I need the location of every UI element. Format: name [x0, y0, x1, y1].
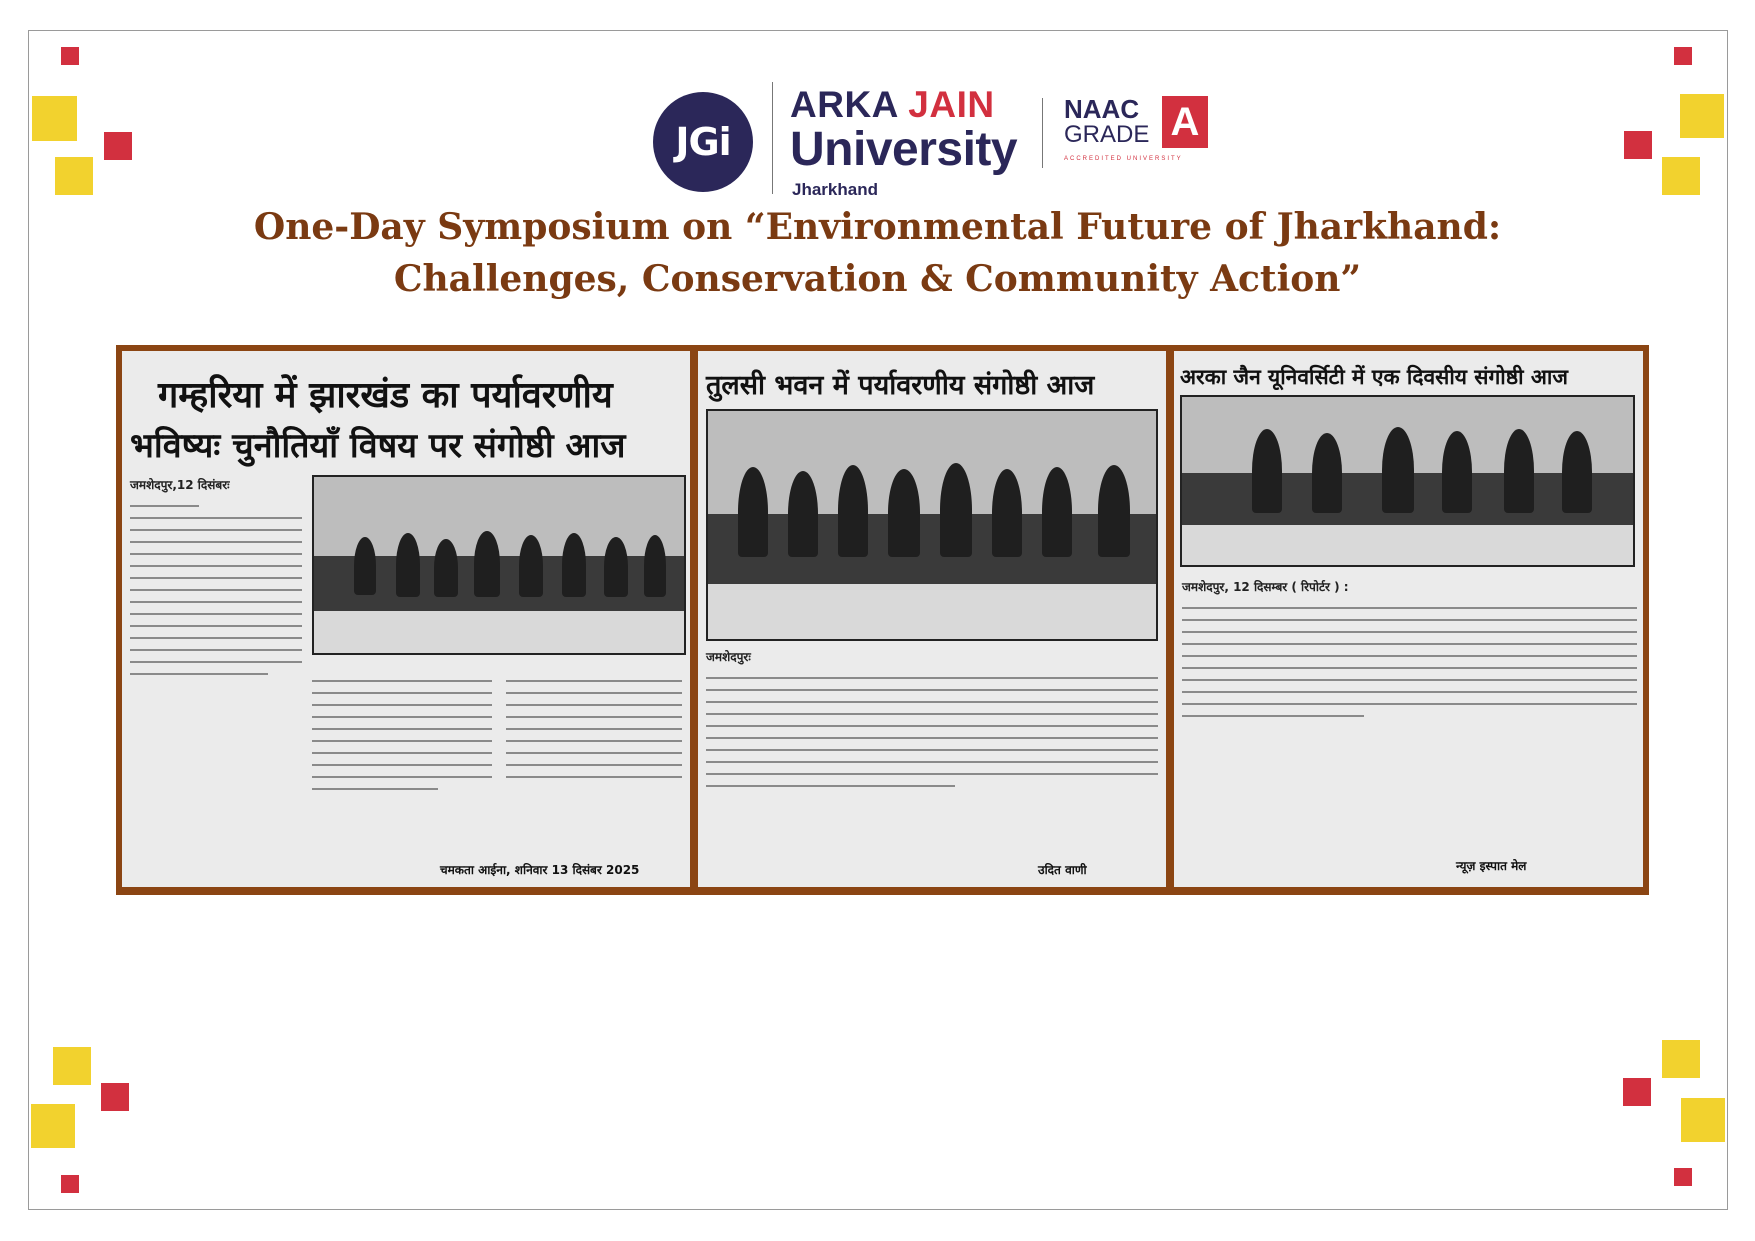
- newspaper-clipping-1: [122, 351, 690, 887]
- decor-square-red: [1623, 1078, 1651, 1106]
- university-name-line1: ARKA JAIN: [790, 84, 995, 125]
- clipping-headline: भविष्यः चुनौतियाँ विषय पर संगोष्ठी आज: [130, 426, 626, 466]
- logo-divider: [1042, 98, 1043, 168]
- clipping-body-text: [312, 671, 492, 800]
- page-title-line1: One-Day Symposium on “Environmental Future of Jharkhand:: [253, 206, 1502, 248]
- decor-square-yellow: [1662, 1040, 1700, 1078]
- clipping-body-text: [506, 671, 682, 788]
- decor-square-yellow: [1680, 94, 1724, 138]
- logo-divider: [772, 82, 773, 194]
- decor-square-red: [61, 1175, 79, 1193]
- decor-square-red: [1674, 1168, 1692, 1186]
- clipping-source: न्यूज़ इस्पात मेल: [1456, 859, 1527, 873]
- page-title-line2: Challenges, Conservation & Community Action”: [393, 258, 1362, 300]
- decor-square-red: [1624, 131, 1652, 159]
- clipping-headline: अरका जैन यूनिवर्सिटी में एक दिवसीय संगोष्ठी आज: [1180, 365, 1568, 389]
- grade-a-badge: A: [1162, 96, 1208, 148]
- newspaper-clippings-panel: [116, 345, 1649, 895]
- clipping-body-text: [130, 475, 302, 685]
- decor-square-yellow: [31, 1104, 75, 1148]
- decor-square-yellow: [32, 96, 77, 141]
- decor-square-yellow: [1681, 1098, 1725, 1142]
- clipping-source: उदित वाणी: [1038, 863, 1087, 877]
- clipping-photo: [312, 475, 686, 655]
- naac-label: NAAC: [1064, 94, 1140, 124]
- clipping-dateline: जमशेदपुर, 12 दिसम्बर ( रिपोर्टर ) :: [1182, 580, 1349, 594]
- decor-square-yellow: [55, 157, 93, 195]
- clipping-dateline: जमशेदपुर,12 दिसंबरः: [130, 478, 230, 492]
- clipping-headline: गम्हरिया में झारखंड का पर्यावरणीय: [158, 375, 613, 416]
- clipping-body-text: [1182, 577, 1637, 727]
- university-location: Jharkhand: [792, 180, 878, 199]
- decor-square-red: [104, 132, 132, 160]
- clipping-photo: [706, 409, 1158, 641]
- clipping-body-text: [706, 647, 1158, 797]
- newspaper-clipping-3: [1174, 351, 1643, 887]
- decor-square-red: [1674, 47, 1692, 65]
- decor-square-red: [101, 1083, 129, 1111]
- university-logo-header: [650, 80, 1210, 200]
- clipping-source: चमकता आईना, शनिवार 13 दिसंबर 2025: [440, 863, 640, 877]
- decor-square-yellow: [53, 1047, 91, 1085]
- clipping-headline: तुलसी भवन में पर्यावरणीय संगोष्ठी आज: [706, 370, 1095, 401]
- newspaper-clipping-2: [698, 351, 1166, 887]
- accredited-label: ACCREDITED UNIVERSITY: [1064, 156, 1183, 162]
- university-name-line2: University: [790, 123, 1018, 176]
- jgi-logo: JGi: [653, 92, 753, 192]
- decor-square-red: [61, 47, 79, 65]
- clipping-dateline: जमशेदपुरः: [706, 650, 751, 664]
- clipping-photo: [1180, 395, 1635, 567]
- grade-label: GRADE: [1064, 121, 1150, 148]
- decor-square-yellow: [1662, 157, 1700, 195]
